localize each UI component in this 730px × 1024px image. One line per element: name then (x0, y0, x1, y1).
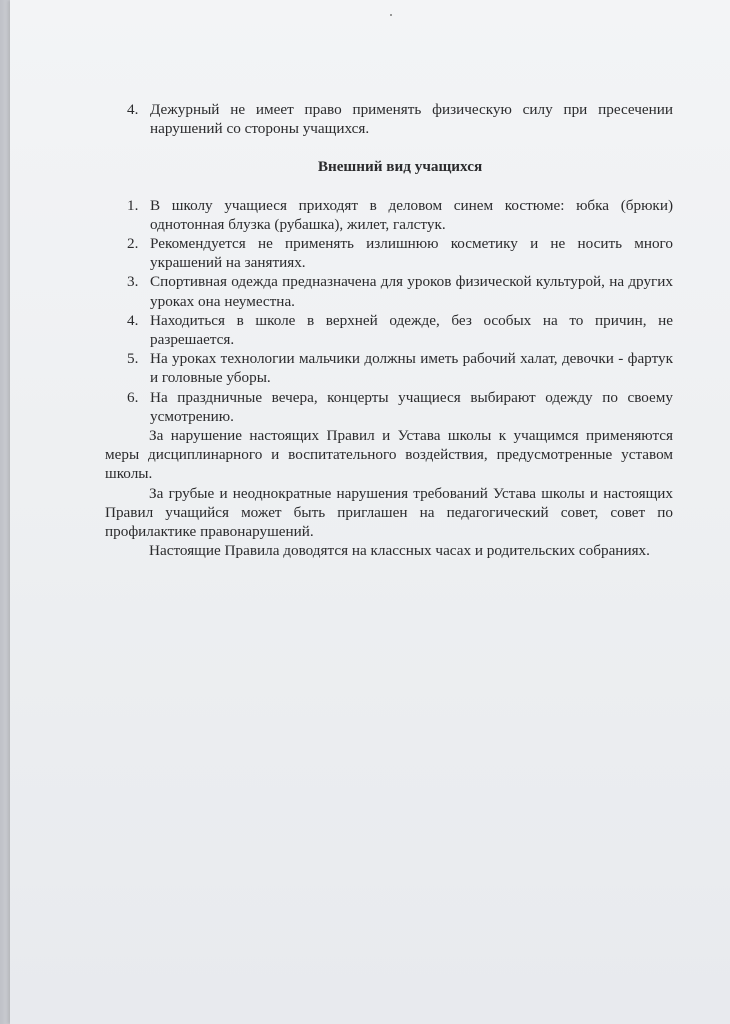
list-item (105, 234, 673, 272)
list-item-text: Дежурный не имеет право применять физическую силу при пресечении нарушений со стороны учащихся. (150, 101, 673, 138)
list-item-number: 4. (127, 311, 139, 329)
list-item-text: Рекомендуется не применять излишнюю косметику и не носить много украшений на занятиях. (150, 235, 673, 272)
list-item-number: 1. (127, 196, 139, 214)
list-item-number: 3. (127, 273, 139, 291)
section-title: Внешний вид учащихся (317, 158, 483, 176)
top-list (105, 100, 673, 138)
list-item (105, 272, 673, 310)
paper-speck (390, 14, 392, 16)
list-item-text: Спортивная одежда предназначена для уроков физической культурой, на других уроках она неуместна. (150, 273, 673, 310)
paragraph: За нарушение настоящих Правил и Устава школы к учащимся применяются меры дисциплинарного и воспитательного воздействия, предусмотренные уставом школы. (105, 427, 673, 483)
list-item-number: 4. (127, 101, 139, 118)
list-item-text: На уроках технологии мальчики должны иметь рабочий халат, девочки - фартук и головные уборы. (150, 350, 673, 387)
appearance-rules-list (105, 196, 673, 426)
list-item-number: 6. (127, 388, 139, 406)
paragraph: Настоящие Правила доводятся на классных часах и родительских собраниях. (149, 542, 650, 560)
list-item (105, 388, 673, 426)
list-item (105, 196, 673, 234)
list-item (105, 311, 673, 349)
list-item-number: 5. (127, 350, 139, 368)
list-item-text: На праздничные вечера, концерты учащиеся выбирают одежду по своему усмотрению. (150, 388, 673, 425)
document-body (105, 100, 673, 560)
list-item-text: В школу учащиеся приходят в деловом синем костюме: юбка (брюки) однотонная блузка (рубашка), жилет, галстук. (150, 196, 673, 233)
list-item (105, 100, 673, 138)
paragraph: За грубые и неоднократные нарушения требований Устава школы и настоящих Правил учащийся может быть приглашен на педагогический совет, совет по профилактике правонарушений. (105, 484, 673, 541)
list-item-number: 2. (127, 235, 139, 253)
list-item-text: Находиться в школе в верхней одежде, без особых на то причин, не разрешается. (150, 311, 673, 349)
list-item (105, 349, 673, 387)
